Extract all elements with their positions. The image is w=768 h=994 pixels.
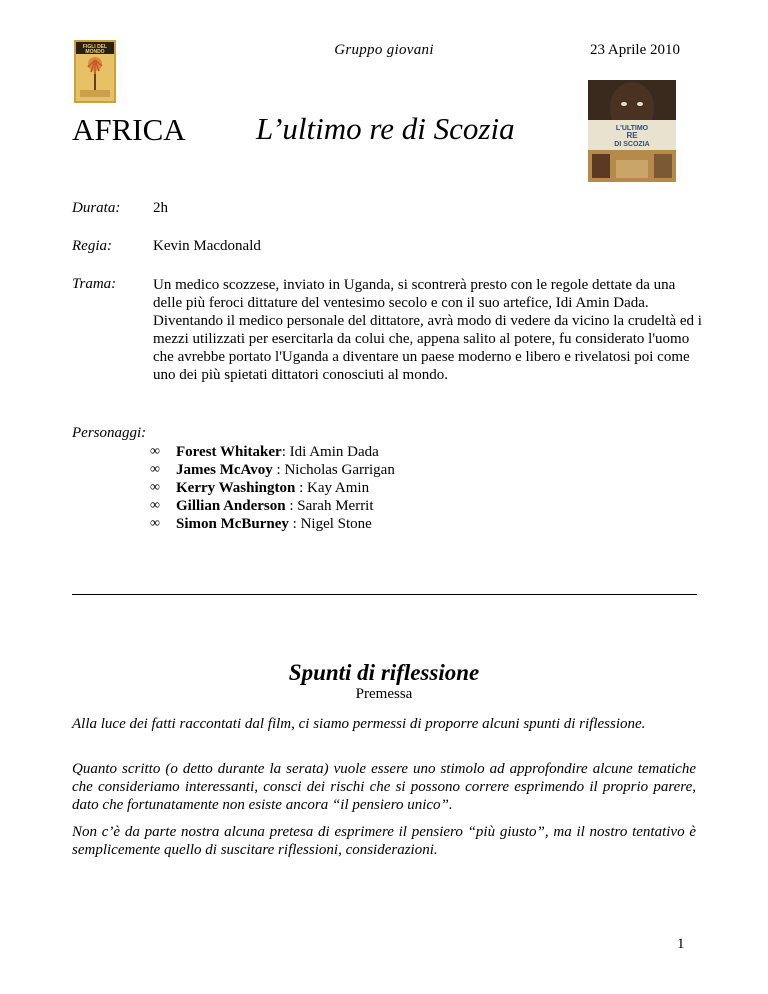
cast-separator: :: [272, 462, 285, 478]
page-number: 1: [677, 936, 685, 952]
cast-item: [150, 515, 395, 533]
section-subheading: Premessa: [355, 686, 413, 702]
infinity-bullet-icon: ∞: [150, 516, 160, 531]
svg-text:RE: RE: [626, 131, 638, 140]
role-name: Nigel Stone: [300, 516, 372, 532]
cast-item: [150, 479, 395, 497]
document-date: 23 Aprile 2010: [590, 42, 680, 58]
role-name: Kay Amin: [307, 480, 370, 496]
svg-text:FIGLI DEL: FIGLI DEL: [82, 44, 108, 50]
director-label: Regia:: [72, 238, 112, 254]
paragraph: Quanto scritto (o detto durante la serata) vuole essere uno stimolo ad approfondire alcune tematiche che consideriamo interessanti, consci dei rischi che si possono correre esprimendo il proprio parere, dato che fortunatamente non esiste ancora “il pensiero unico”.: [72, 761, 696, 813]
role-name: Sarah Merrit: [297, 498, 374, 514]
infinity-bullet-icon: ∞: [150, 480, 160, 495]
plot-label: Trama:: [72, 276, 117, 292]
role-name: Idi Amin Dada: [289, 444, 379, 460]
cast-item: [150, 461, 395, 479]
cast-separator: :: [295, 480, 307, 496]
actor-name: Simon McBurney: [176, 516, 289, 532]
cast-list: [150, 443, 395, 533]
duration-label: Durata:: [72, 200, 121, 216]
section-heading: Spunti di riflessione: [288, 660, 480, 685]
actor-name: Forest Whitaker: [176, 444, 282, 460]
paragraph: Non c’è da parte nostra alcuna pretesa di esprimere il pensiero “più giusto”, ma il nostro tentativo è semplicemente quello di suscitare riflessioni, considerazioni.: [72, 824, 696, 858]
characters-label: Personaggi:: [72, 425, 147, 441]
plot-text: Un medico scozzese, inviato in Uganda, si scontrerà presto con le regole dettate da una delle più feroci dittature del ventesimo secolo e con il suo artefice, Idi Amin Dada. Diventando il medico personale del dittatore, avrà modo di vedere da vicino la crudeltà ed i mezzi utilizzati per esercitarla da colui che, appena salito al potere, fu considerato l'uomo che avrebbe portato l'Uganda a diventare un paese moderno e libero e rivelatosi poi come uno dei più spietati dittatori conosciuti al mondo.: [153, 277, 702, 383]
cast-separator: :: [285, 498, 298, 514]
cast-separator: :: [288, 516, 301, 532]
film-poster-image: [588, 80, 676, 182]
infinity-bullet-icon: ∞: [150, 444, 160, 459]
continent-title: AFRICA: [72, 112, 186, 147]
cast-separator: :: [281, 444, 290, 460]
duration-value: 2h: [153, 200, 168, 216]
film-title: L’ultimo re di Scozia: [256, 111, 515, 146]
cast-item: [150, 443, 395, 461]
actor-name: Gillian Anderson: [176, 498, 286, 514]
horizontal-divider: [72, 594, 697, 595]
svg-text:L'ULTIMO: L'ULTIMO: [615, 125, 649, 132]
svg-text:MONDO: MONDO: [85, 49, 105, 55]
actor-name: Kerry Washington: [176, 480, 296, 496]
director-value: Kevin Macdonald: [153, 238, 261, 254]
actor-name: James McAvoy: [176, 462, 273, 478]
infinity-bullet-icon: ∞: [150, 498, 160, 513]
group-name: Gruppo giovani: [334, 42, 434, 58]
paragraph: Alla luce dei fatti raccontati dal film, ci siamo permessi di proporre alcuni spunti di riflessione.: [72, 716, 646, 732]
svg-text:DI SCOZIA: DI SCOZIA: [614, 141, 650, 148]
role-name: Nicholas Garrigan: [284, 462, 395, 478]
cast-item: [150, 497, 395, 515]
infinity-bullet-icon: ∞: [150, 462, 160, 477]
